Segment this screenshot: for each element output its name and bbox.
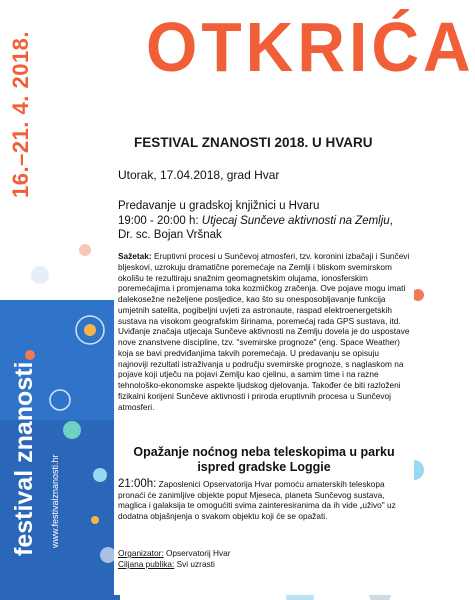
observation-description: Zaposlenici Opservatorija Hvar pomoću amaterskih teleskopa pronaći će zanimljive objekte poput Mjeseca, planeta Sunčevog sustava, maglica i galaksija te omogućiti svima zainteresiranima da ih vide „uživo" uz dodatna objašnjenja o svakom objektu koji će se opažati. — [118, 479, 396, 521]
lecture-details — [118, 214, 408, 242]
lecture-time: 19:00 - 20:00 h: — [118, 215, 199, 227]
organizer-label: Organizator: — [118, 548, 164, 558]
poster-subtitle: FESTIVAL ZNANOSTI 2018. U HVARU — [134, 135, 373, 150]
festival-website-vertical: www.festivalznanosti.hr — [50, 454, 60, 548]
organizer-value: Opservatorij Hvar — [163, 548, 231, 558]
program-panel — [114, 160, 414, 595]
event-date: Utorak, 17.04.2018, grad Hvar — [118, 168, 280, 182]
organizer-info — [118, 548, 231, 570]
audience-label: Ciljana publika: — [118, 559, 175, 569]
lecture-summary — [118, 251, 410, 412]
festival-dates-vertical: 16.–21. 4. 2018. — [8, 30, 33, 198]
lecture-talk-title: Utjecaj Sunčeve aktivnosti na Zemlju — [201, 215, 390, 227]
audience-line — [118, 559, 231, 570]
observation-title: Opažanje noćnog neba teleskopima u parku ispred gradske Loggie — [133, 445, 395, 474]
festival-name-vertical: festival znanosti — [10, 361, 38, 556]
observation-details — [118, 479, 410, 521]
audience-value: Svi uzrasti — [174, 559, 215, 569]
poster-title: OTKRIĆA — [146, 8, 475, 86]
summary-label: Sažetak: — [118, 251, 152, 261]
summary-text: Eruptivni procesi u Sunčevoj atmosferi, tzv. koronini izbačaji i Sunčevi bljeskovi, uzrokuju dramatične poremećaje na Zemlji i bliskom svemirskom okolišu te rezultiraju snažnim geomagnetskim olujama, ionosferskim poremećajima i promjenama toka kozmičkog zračenja. Ove pojave mogu imati dalekosežne neželjene posljedice, kao što su onesposobljavanje funkcija umjetnih satelita, pogibeljni uvjeti za astronaute, raspad elektroenergetskih sustava na visokom geografskim širinama, poremećaj rada GPS sustava, itd. Uviđanje značaja utjecaja Sunčeve aktivnosti na Zemlju dovela je do uspostave nove znanstvene discipline, tzv. "svemirske prognoze" (eng. Space Weather) koja se bavi predviđanjima takvih poremećaja. U predavanju se opisuju najnoviji rezultati istraživanja u području svemirske prognoze, s naglaskom na pojave koji utječu na pojavi Zemlju kao cjelinu, a samim time i na razne tehnološko-ekonomske aspekte ljudskog djelovanja. Također će biti razloženi fizikalni korijeni Sunčeve aktivnosti i priroda eruptivnih procesa u Sunčevoj atmosferi. — [118, 251, 410, 412]
lecture-title: Predavanje u gradskoj knjižnici u Hvaru — [118, 200, 320, 212]
organizer-line — [118, 548, 231, 559]
observation-time: 21:00h: — [118, 478, 157, 490]
lecture-speaker: , Dr. sc. Bojan Vršnak — [118, 215, 393, 241]
